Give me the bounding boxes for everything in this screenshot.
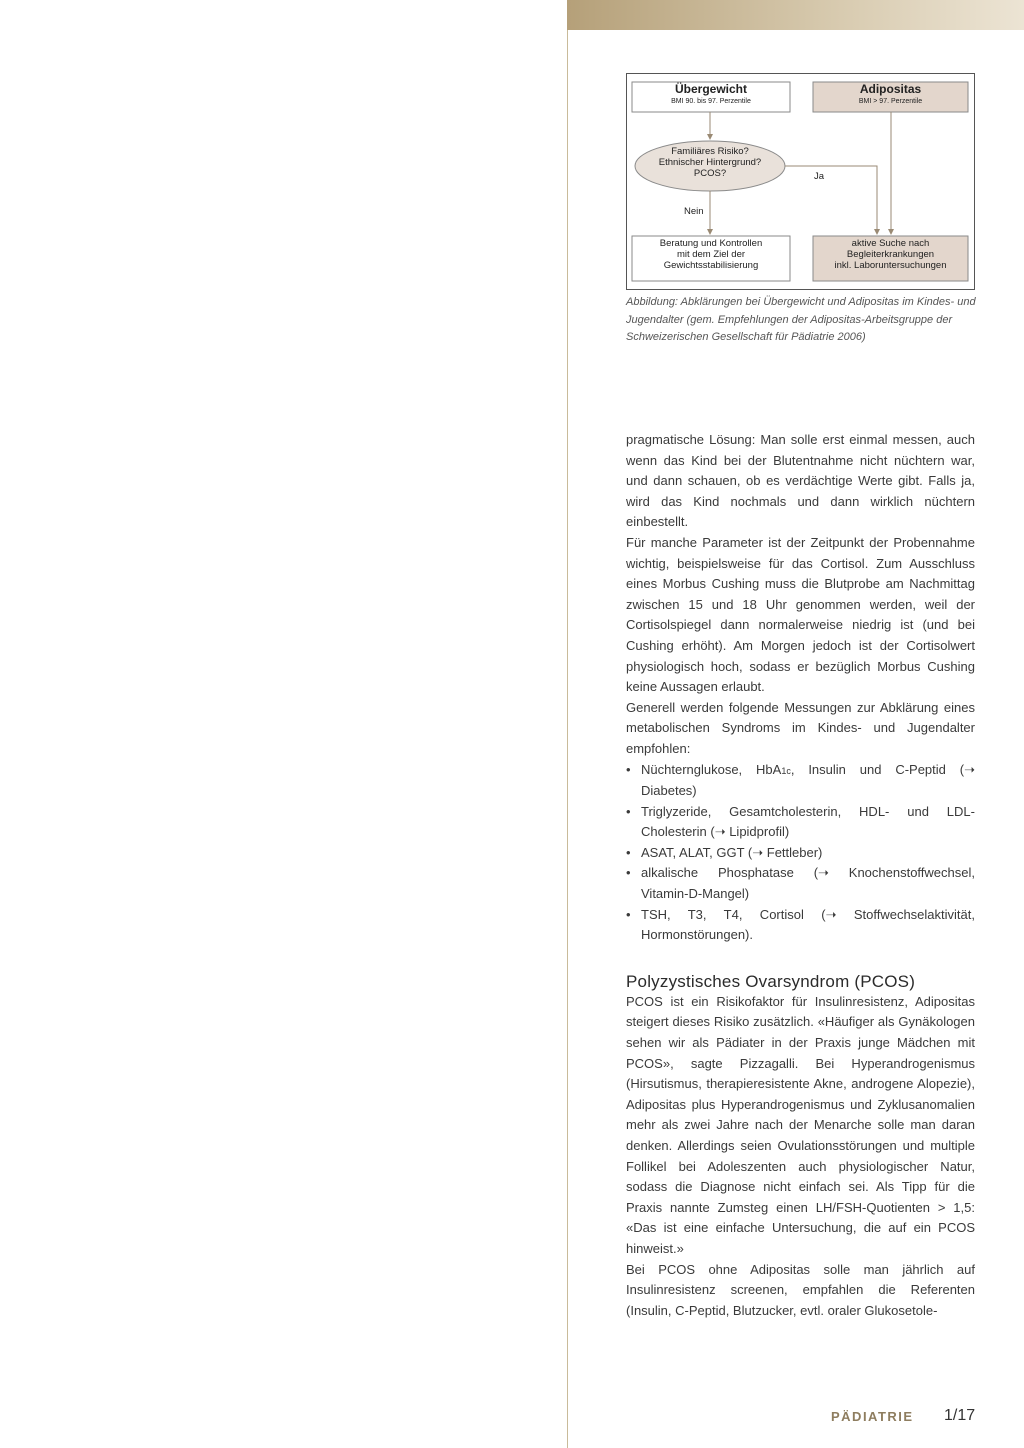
bullet-marker: • bbox=[626, 803, 631, 819]
box-search-line-2: Begleiterkrankungen bbox=[846, 248, 935, 260]
list-item bbox=[626, 843, 975, 864]
paragraph: pragmatische Lösung: Man solle erst einmal messen, auch wenn das Kind bei der Blutentnahme nicht nüchtern war, und dann schauen, ob es verdächtige Werte gibt. Falls ja, wird das Kind nochmals und dann wirklich nüchtern einbestellt. bbox=[626, 432, 975, 530]
box-search bbox=[813, 239, 968, 272]
arrow-yes bbox=[785, 166, 877, 234]
box-counsel bbox=[632, 239, 790, 272]
bullet-marker: • bbox=[626, 761, 631, 777]
journal-brand: PÄDIATRIE bbox=[831, 1409, 914, 1424]
decision-line-1: Familiäres Risiko? bbox=[671, 146, 749, 157]
paragraph: Bei PCOS ohne Adipositas solle man jährlich auf Insulinresistenz screenen, empfahlen die Referenten (Insulin, C-Peptid, Blutzucker, evtl. oraler Glukosetole- bbox=[626, 1261, 975, 1318]
box-overweight-title: Übergewicht bbox=[674, 82, 747, 96]
list-item bbox=[626, 863, 975, 904]
box-counsel-line-2: mit dem Ziel der bbox=[676, 248, 746, 260]
header-color-bar bbox=[567, 0, 1024, 30]
paragraph: PCOS ist ein Risikofaktor für Insulinresistenz, Adipositas steigert dieses Risiko zusätzlich. «Häufiger als Gynäkologen sehen wir als Pädiater in der Praxis junge Mädchen mit PCOS», sagte Pizzagalli. Bei Hyperandrogenismus (Hirsutismus, therapieresistente Akne, androgene Alopezie), Adipositas plus Hyperandrogenismus und Zyklusanomalien mehr als zwei Jahre nach der Menarche solle man daran denken. Allerdings seien Ovulationsstörungen und multiple Follikel bei Adoleszenten auch physiologischer Natur, sodass die Diagnose nicht einfach sei. Als Tipp für die Praxis nannte Zumsteg einen LH/FSH-Quotienten > 1,5: «Das ist eine einfache Untersuchung, die auf ein PCOS hinweist.» bbox=[626, 993, 975, 1256]
list-item bbox=[626, 802, 975, 843]
list-item bbox=[626, 905, 975, 946]
flowchart-figure bbox=[626, 73, 975, 290]
box-search-line-1: aktive Suche nach bbox=[851, 238, 930, 249]
label-no: Nein bbox=[684, 206, 704, 217]
recommendation-list bbox=[626, 760, 975, 946]
box-counsel-line-1: Beratung und Kontrollen bbox=[659, 238, 763, 249]
list-item-text: TSH, T3, T4, Cortisol (➝ Stoffwechselaktivität, Hormonstörungen). bbox=[641, 906, 975, 943]
box-counsel-line-3: Gewichtsstabilisierung bbox=[663, 259, 759, 271]
label-yes: Ja bbox=[814, 171, 825, 182]
decision-line-2: Ethnischer Hintergrund? bbox=[658, 156, 762, 168]
list-item-text: alkalische Phosphatase (➝ Knochenstoffwechsel, Vitamin-D-Mangel) bbox=[641, 865, 975, 902]
column-divider bbox=[567, 30, 568, 1448]
box-obesity-sub: BMI > 97. Perzentile bbox=[858, 97, 923, 105]
box-obesity bbox=[813, 83, 968, 106]
box-overweight-sub: BMI 90. bis 97. Perzentile bbox=[671, 97, 751, 105]
decision-text bbox=[635, 147, 785, 180]
list-item-text: , Insulin und C-Peptid (➝ Diabetes) bbox=[641, 761, 975, 799]
decision-line-3: PCOS? bbox=[693, 167, 727, 179]
bullet-marker: • bbox=[626, 906, 631, 922]
list-item-text: Nüchternglukose, HbA bbox=[641, 761, 782, 777]
article-body bbox=[626, 430, 975, 1321]
list-item bbox=[626, 760, 975, 802]
bullet-marker: • bbox=[626, 844, 631, 860]
list-item-text: ASAT, ALAT, GGT (➝ Fettleber) bbox=[641, 844, 823, 860]
list-item-text: Triglyzeride, Gesamtcholesterin, HDL- und LDL-Cholesterin (➝ Lipidprofil) bbox=[641, 803, 975, 840]
paragraph: Generell werden folgende Messungen zur Abklärung eines metabolischen Syndroms im Kindes- und Jugendalter empfohlen: bbox=[626, 699, 975, 756]
list-item-subscript: 1c bbox=[781, 765, 791, 776]
paragraph: Für manche Parameter ist der Zeitpunkt der Probennahme wichtig, beispielsweise für das Cortisol. Zum Ausschluss eines Morbus Cushing muss die Blutprobe am Nachmittag zwischen 15 und 18 Uhr genommen werden, weil der Cortisolspiegel dann normalerweise niedrig ist (und bei Cushing erhöht). Am Morgen jedoch ist der Cortisolwert physiologisch hoch, sodass er bezüglich Morbus Cushing keine Aussagen erlaubt. bbox=[626, 534, 975, 695]
box-search-line-3: inkl. Laboruntersuchungen bbox=[834, 259, 947, 271]
box-overweight bbox=[632, 83, 790, 106]
bullet-marker: • bbox=[626, 865, 631, 881]
figure-caption: Abbildung: Abklärungen bei Übergewicht und Adipositas im Kindes- und Jugendalter (gem. Empfehlungen der Adipositas-Arbeitsgruppe der Schweizerischen Gesellschaft für Pädiatrie 2006) bbox=[626, 296, 976, 343]
section-heading: Polyzystisches Ovarsyndrom (PCOS) bbox=[626, 971, 916, 991]
box-obesity-title: Adipositas bbox=[859, 82, 922, 96]
page-number: 1/17 bbox=[944, 1407, 976, 1424]
